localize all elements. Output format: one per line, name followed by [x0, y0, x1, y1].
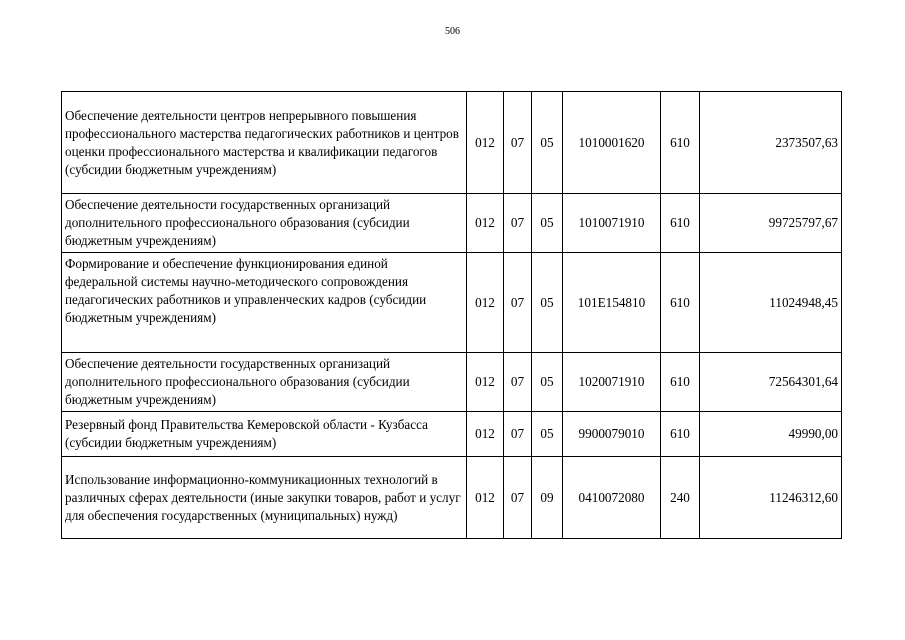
table-row: [62, 92, 842, 194]
target-article-code: 0410072080: [563, 457, 661, 539]
subsection-code: 05: [532, 92, 563, 194]
section-code: 07: [504, 92, 532, 194]
table-row: [62, 253, 842, 353]
page-number: 506: [445, 26, 460, 37]
expense-type-code: 610: [661, 253, 700, 353]
row-description: Резервный фонд Правительства Кемеровской области - Кузбасса (субсидии бюджетным учреждениям): [62, 412, 467, 457]
subsection-code: 09: [532, 457, 563, 539]
row-description: Использование информационно-коммуникационных технологий в различных сферах деятельности (иные закупки товаров, работ и услуг для обеспечения государственных (муниципальных) нужд): [62, 457, 467, 539]
target-article-code: 1020071910: [563, 353, 661, 412]
expense-type-code: 610: [661, 353, 700, 412]
section-code: 07: [504, 194, 532, 253]
amount: 2373507,63: [700, 92, 842, 194]
amount: 72564301,64: [700, 353, 842, 412]
table-row: [62, 457, 842, 539]
table-row: [62, 412, 842, 457]
subsection-code: 05: [532, 353, 563, 412]
ministry-code: 012: [467, 253, 504, 353]
ministry-code: 012: [467, 194, 504, 253]
amount: 11246312,60: [700, 457, 842, 539]
section-code: 07: [504, 353, 532, 412]
row-description: Обеспечение деятельности государственных организаций дополнительного профессионального образования (субсидии бюджетным учреждениям): [62, 353, 467, 412]
ministry-code: 012: [467, 457, 504, 539]
budget-table: [61, 91, 842, 539]
amount: 11024948,45: [700, 253, 842, 353]
amount: 49990,00: [700, 412, 842, 457]
section-code: 07: [504, 412, 532, 457]
expense-type-code: 610: [661, 92, 700, 194]
subsection-code: 05: [532, 412, 563, 457]
expense-type-code: 610: [661, 412, 700, 457]
expense-type-code: 240: [661, 457, 700, 539]
row-description: Формирование и обеспечение функционирования единой федеральной системы научно-методического сопровождения педагогических работников и управленческих кадров (субсидии бюджетным учреждениям): [62, 253, 467, 353]
amount: 99725797,67: [700, 194, 842, 253]
table-row: [62, 194, 842, 253]
subsection-code: 05: [532, 253, 563, 353]
ministry-code: 012: [467, 92, 504, 194]
target-article-code: 101E154810: [563, 253, 661, 353]
table-row: [62, 353, 842, 412]
ministry-code: 012: [467, 353, 504, 412]
target-article-code: 9900079010: [563, 412, 661, 457]
row-description: Обеспечение деятельности государственных организаций дополнительного профессионального образования (субсидии бюджетным учреждениям): [62, 194, 467, 253]
target-article-code: 1010071910: [563, 194, 661, 253]
row-description: Обеспечение деятельности центров непрерывного повышения профессионального мастерства педагогических работников и центров оценки профессионального мастерства и квалификации педагогов (субсидии бюджетным учреждениям): [62, 92, 467, 194]
target-article-code: 1010001620: [563, 92, 661, 194]
section-code: 07: [504, 457, 532, 539]
expense-type-code: 610: [661, 194, 700, 253]
ministry-code: 012: [467, 412, 504, 457]
section-code: 07: [504, 253, 532, 353]
subsection-code: 05: [532, 194, 563, 253]
